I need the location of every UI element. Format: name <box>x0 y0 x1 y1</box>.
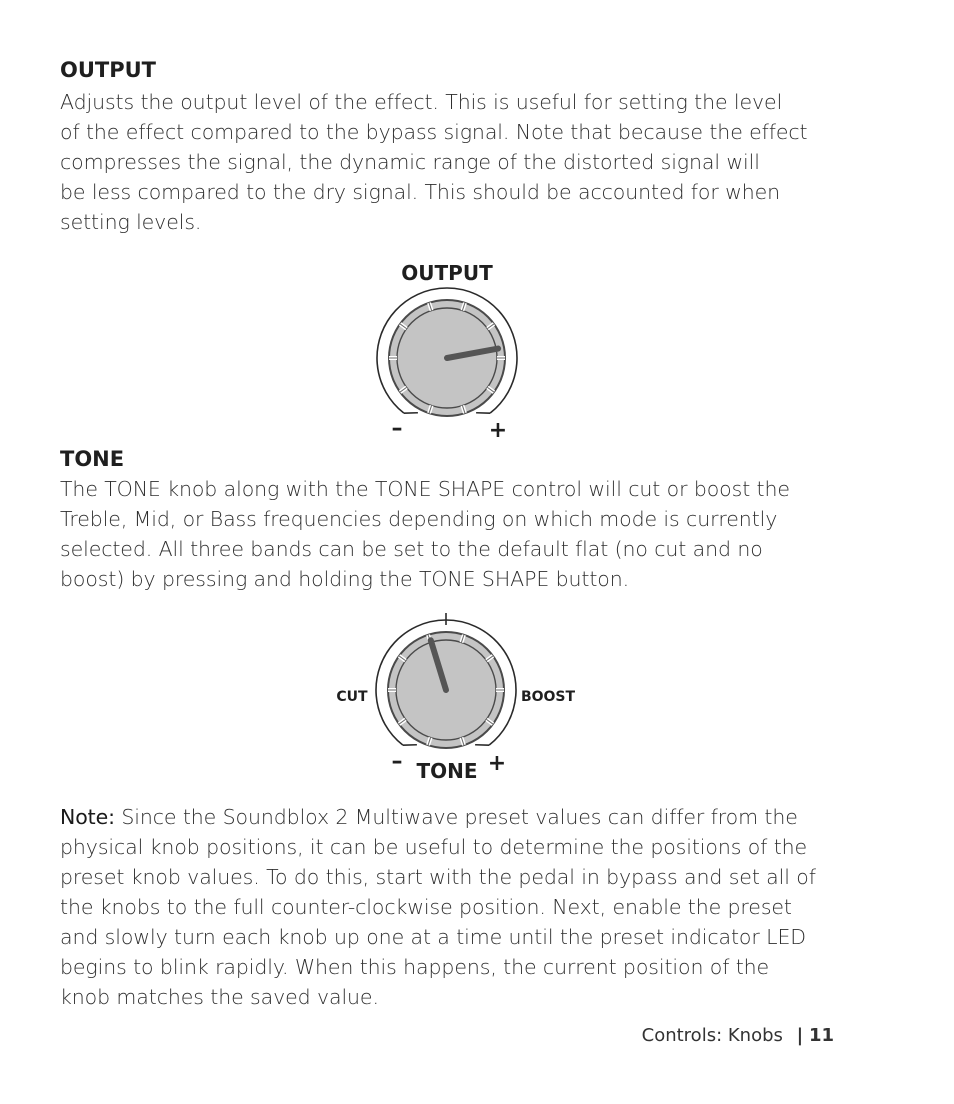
text-line: Adjusts the output level of the effect. This is useful for setting the level <box>60 90 783 114</box>
tone-knob-diagram <box>336 613 575 783</box>
note-label: Note: <box>60 805 115 829</box>
tone-cut-label: CUT <box>336 689 368 705</box>
output-knob-label: OUTPUT <box>401 261 493 285</box>
footer-section-name: Controls: Knobs <box>641 1025 783 1046</box>
text-line: of the effect compared to the bypass signal. Note that because the effect <box>60 120 808 144</box>
footer-separator: | <box>796 1025 804 1046</box>
text-line: knob matches the saved value. <box>60 985 379 1009</box>
note-first-line: Since the Soundblox 2 Multiwave preset values can differ from the <box>114 805 798 829</box>
output-plus-sign: + <box>488 418 508 443</box>
text-line: and slowly turn each knob up one at a time until the preset indicator LED <box>60 925 806 949</box>
text-line: physical knob positions, it can be useful to determine the positions of the <box>60 835 808 859</box>
output-heading: OUTPUT <box>60 58 156 82</box>
tone-heading: TONE <box>60 447 125 471</box>
text-line: begins to blink rapidly. When this happens, the current position of the <box>60 955 770 979</box>
text-line: be less compared to the dry signal. This should be accounted for when <box>60 180 781 204</box>
text-line: selected. All three bands can be set to the default flat (no cut and no <box>60 537 763 561</box>
output-minus-sign: – <box>391 416 403 441</box>
text-line: The TONE knob along with the TONE SHAPE control will cut or boost the <box>60 477 790 501</box>
text-line: preset knob values. To do this, start with the pedal in bypass and set all of <box>60 865 816 889</box>
tone-knob-label: TONE <box>416 759 478 783</box>
text-line: setting levels. <box>60 210 202 234</box>
text-line: Treble, Mid, or Bass frequencies depending on which mode is currently <box>60 507 778 531</box>
text-line: the knobs to the full counter-clockwise position. Next, enable the preset <box>60 895 792 919</box>
text-line: boost) by pressing and holding the TONE SHAPE button. <box>60 567 630 591</box>
tone-plus-sign: + <box>487 751 507 776</box>
page-footer <box>642 1025 834 1046</box>
text-line: compresses the signal, the dynamic range of the distorted signal will <box>60 150 760 174</box>
tone-boost-label: BOOST <box>520 689 576 705</box>
output-knob-diagram <box>377 261 517 443</box>
page-number: 11 <box>808 1025 834 1046</box>
tone-minus-sign: – <box>391 749 403 774</box>
